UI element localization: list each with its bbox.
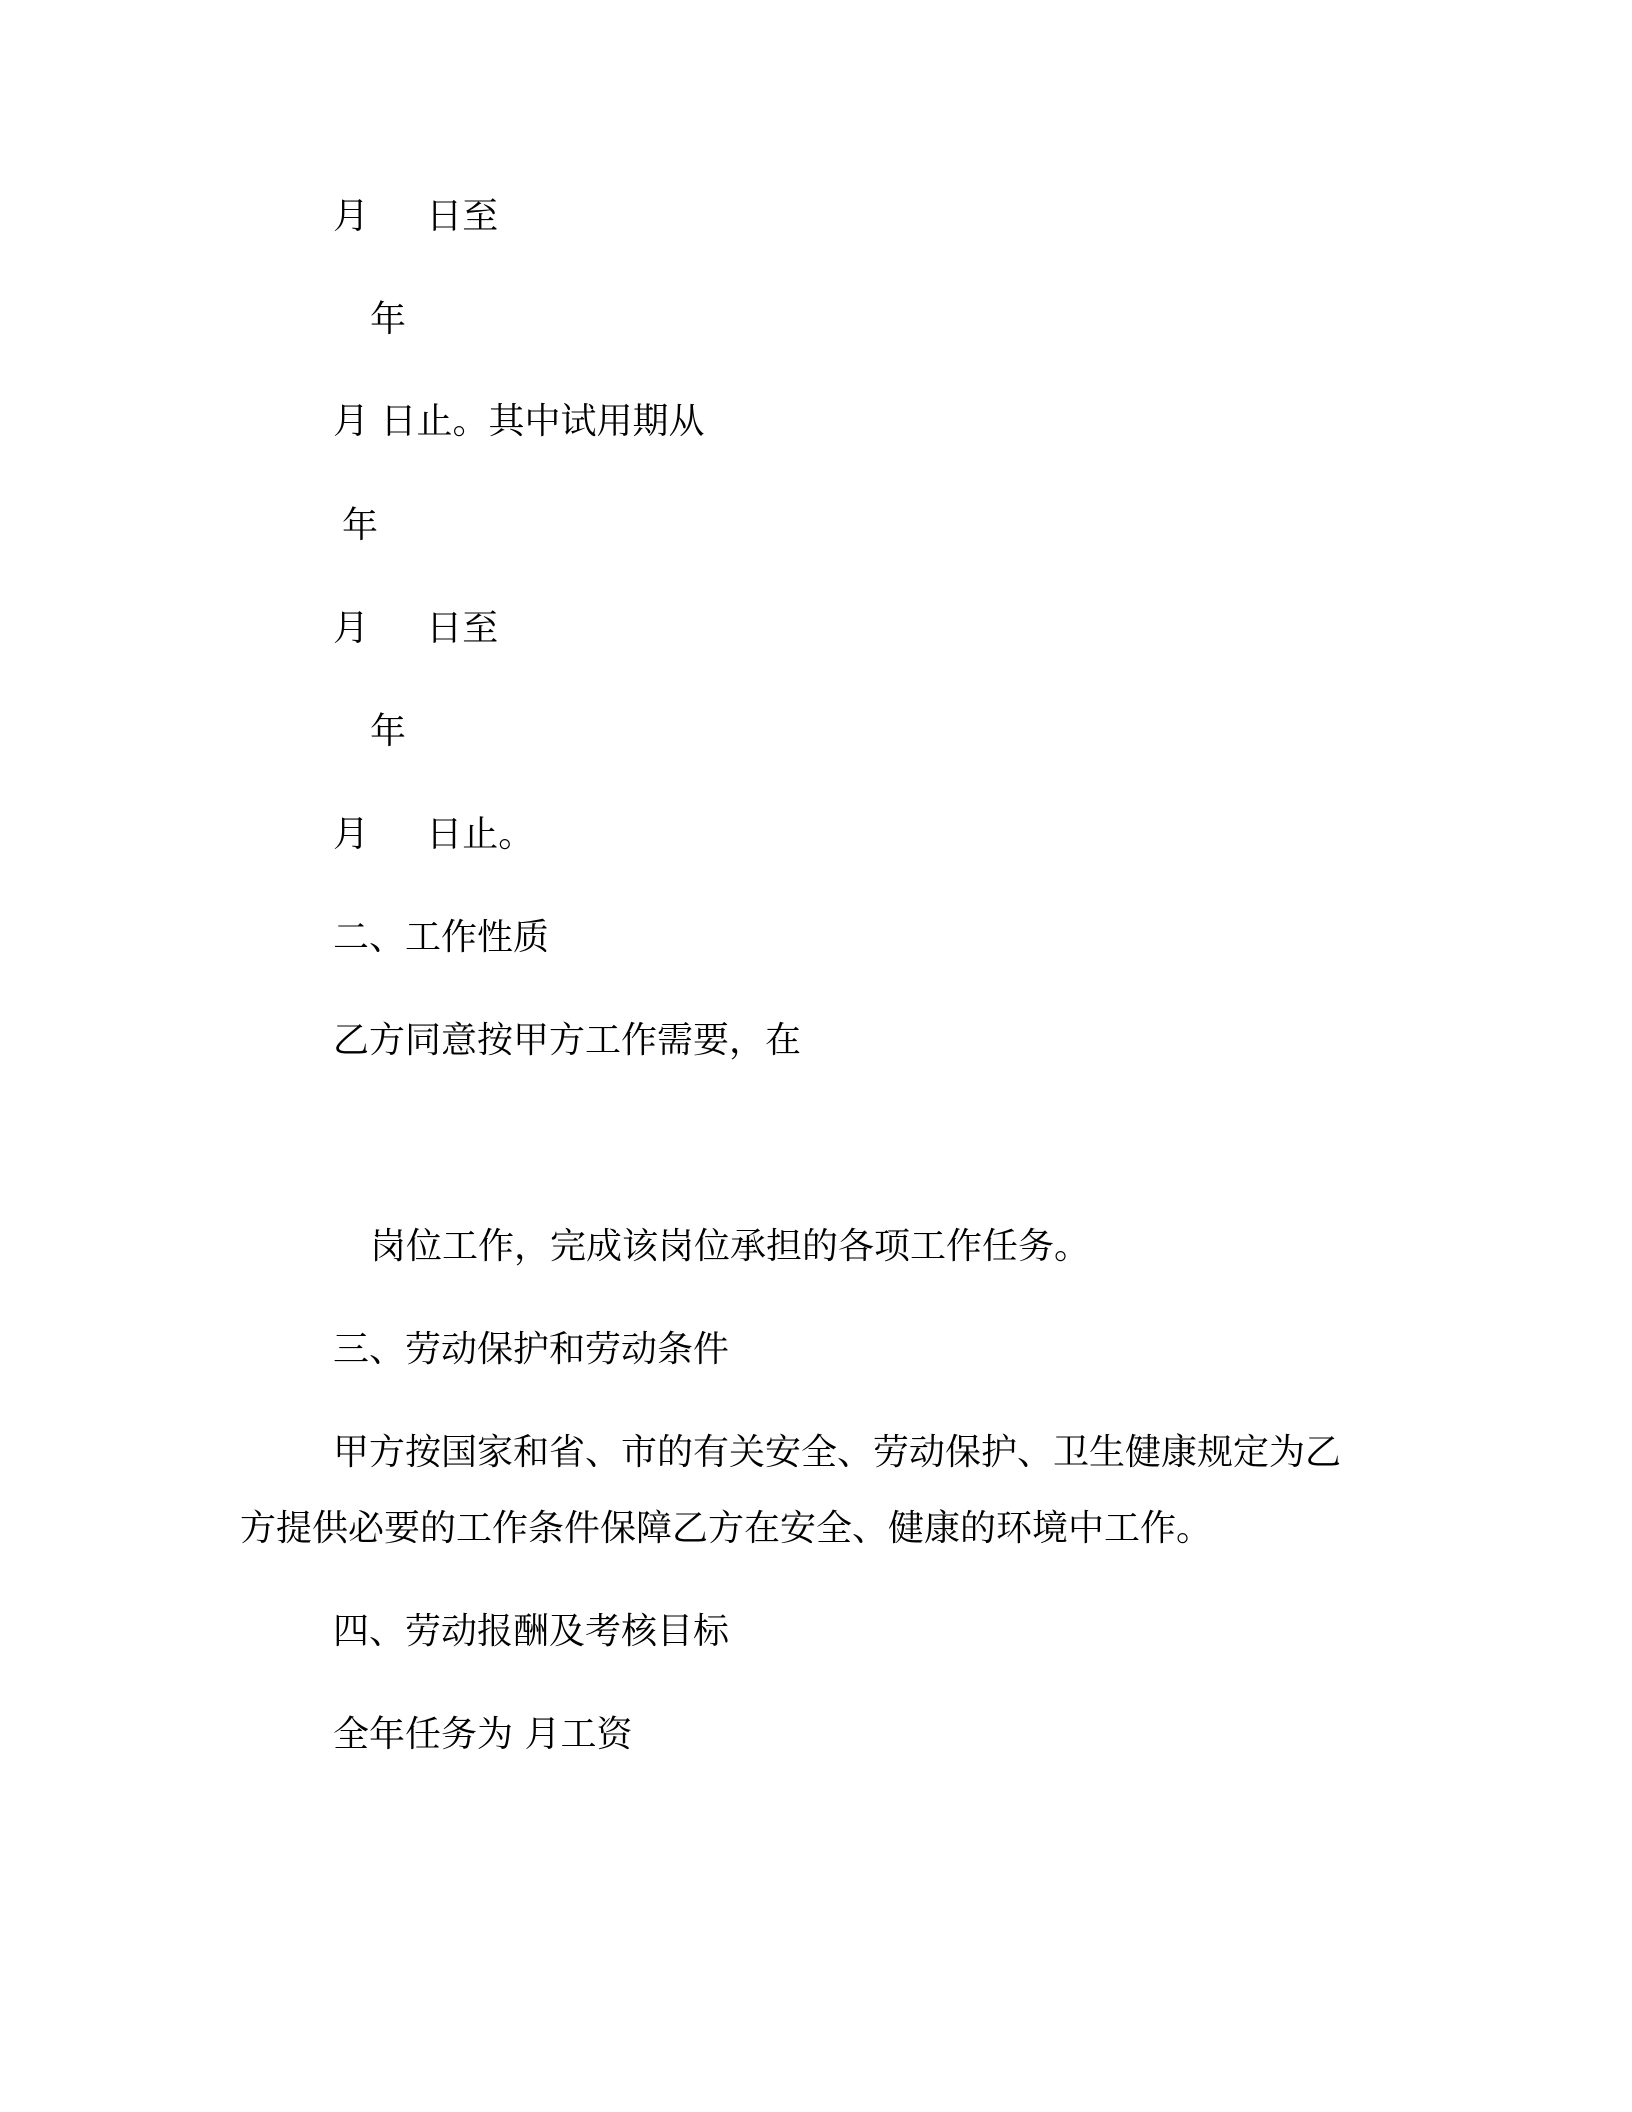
text-line: 方提供必要的工作条件保障乙方在安全、健康的环境中工作。 (240, 1508, 1213, 1549)
text-line: 岗位工作，完成该岗位承担的各项工作任务。 (370, 1226, 1091, 1267)
section-heading: 四、劳动报酬及考核目标 (333, 1611, 730, 1652)
section-heading: 二、工作性质 (333, 917, 550, 958)
text-line: 年 (370, 299, 407, 340)
text-line: 甲方按国家和省、市的有关安全、劳动保护、卫生健康规定为乙 (333, 1432, 1342, 1473)
text-line: 全年任务为 月工资 (333, 1714, 633, 1755)
text-line: 月 日至 (333, 196, 499, 237)
text-line: 月 日至 (333, 608, 499, 649)
text-line: 年 (370, 711, 407, 752)
text-line: 乙方同意按甲方工作需要，在 (333, 1020, 802, 1061)
text-line: 月 日止。其中试用期从 (333, 401, 705, 442)
section-heading: 三、劳动保护和劳动条件 (333, 1329, 730, 1370)
text-line: 年 (342, 505, 379, 546)
text-line: 月 日止。 (333, 814, 535, 855)
